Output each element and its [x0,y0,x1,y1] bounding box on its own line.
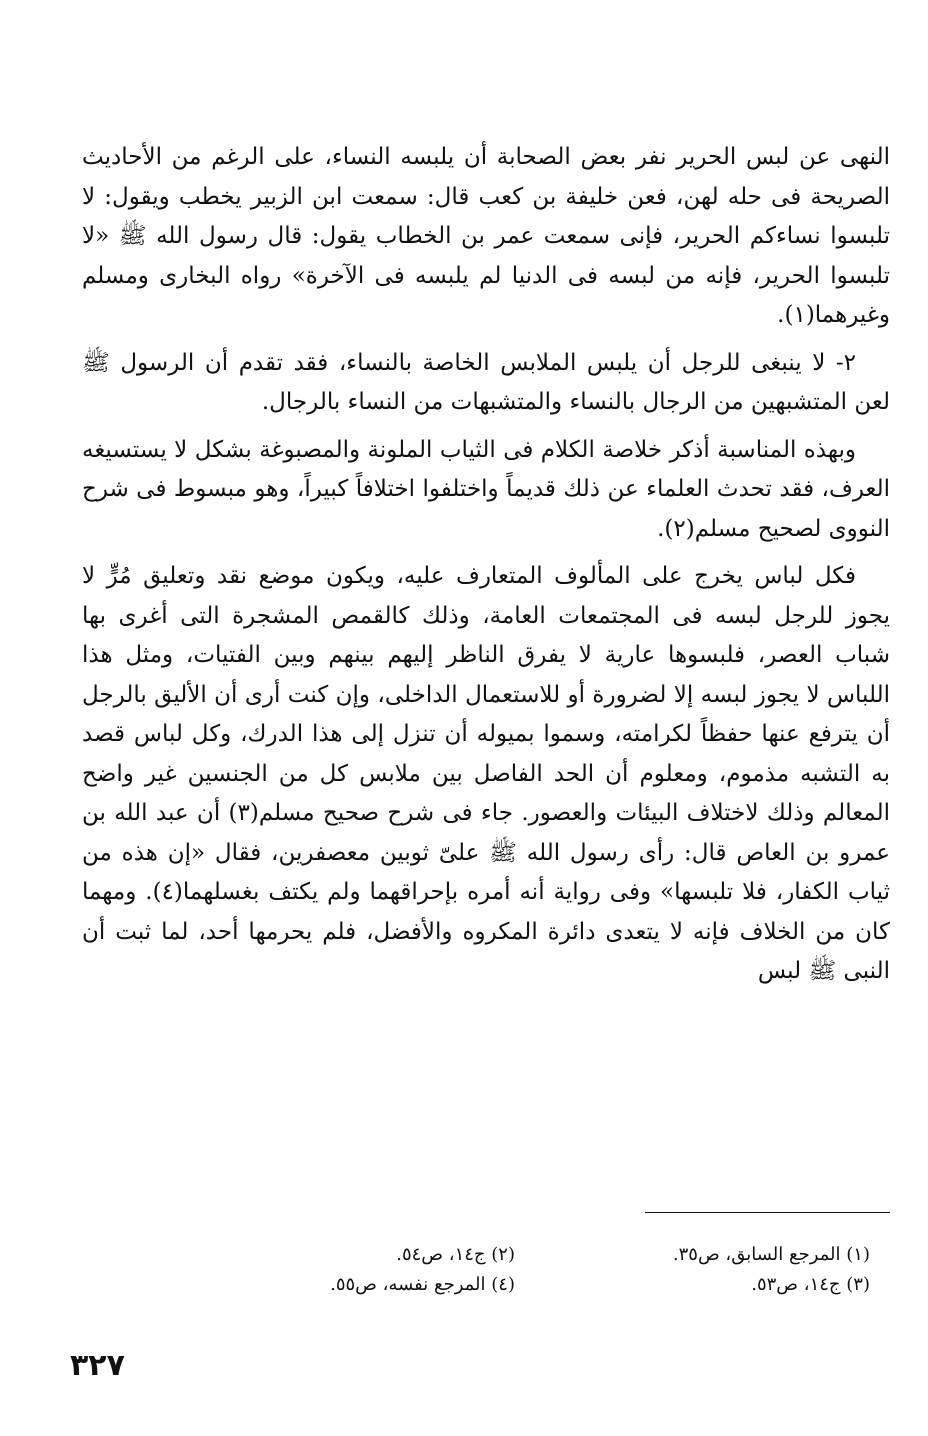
footnote-1: (١) المرجع السابق، ص٣٥. [672,1244,870,1265]
paragraph-4: فكل لباس يخرج على المألوف المتعارف عليه، ويكون موضع نقد وتعليق مُرٍّ لا يجوز للرجل لبسه فى المجتمعات العامة، وذلك كالقمص المشجرة التى أغرى بها شباب العصر، فلبسوها عارية لا يفرق الناظر إليهم بينهم وبين الفتيات، ومثل هذا اللباس لا يجوز لبسه إلا لضرورة أو للاستعمال الداخلى، وإن كنت أرى أن الأليق بالرجل أن يترفع عنها حفظاً لكرامته، وسموا بميوله أن تنزل إلى هذا الدرك، وكل لباس قصد به التشبه مذموم، ومعلوم أن الحد الفاصل بين ملابس كل من الجنسين غير واضح المعالم وذلك لاختلاف البيئات والعصور. جاء فى شرح صحيح مسلم(٣) أن عبد الله بن عمرو بن العاص قال: رأى رسول الله ﷺ علىّ ثوبين معصفرين، فقال «إن هذه من ثياب الكفار، فلا تلبسها» وفى رواية أنه أمره بإحراقهما ولم يكتف بغسلهما(٤). ومهما كان من الخلاف فإنه لا يتعدى دائرة المكروه والأفضل، فلم يحرمها أحد، لما ثبت أن النبى ﷺ لبس [82,563,890,984]
paragraph-1: النهى عن لبس الحرير نفر بعض الصحابة أن يلبسه النساء، على الرغم من الأحاديث الصريحة فى حله لهن، فعن خليفة بن كعب قال: سمعت ابن الزبير يخطب ويقول: لا تلبسوا نساءكم الحرير، فإنى سمعت عمر بن الخطاب يقول: قال رسول الله ﷺ «لا تلبسوا الحرير، فإنه من لبسه فى الدنيا لم يلبسه فى الآخرة» رواه البخارى ومسلم وغيرهما(١). [82,144,890,328]
footnotes [160,1240,870,1300]
footnote-2: (٢) ج١٤، ص٥٤. [396,1244,515,1265]
footnote-row [160,1270,870,1300]
footnote-row [160,1240,870,1270]
footnote-4: (٤) المرجع نفسه، ص٥٥. [330,1274,515,1295]
paragraph-2: ٢- لا ينبغى للرجل أن يلبس الملابس الخاصة بالنساء، فقد تقدم أن الرسول ﷺ لعن المتشبهين من الرجال بالنساء والمتشبهات من النساء بالرجال. [82,349,890,415]
paragraph-3: وبهذه المناسبة أذكر خلاصة الكلام فى الثياب الملونة والمصبوغة بشكل لا يستسيغه العرف، فقد تحدث العلماء عن ذلك قديماً واختلفوا اختلافاً كبيراً، وهو مبسوط فى شرح النووى لصحيح مسلم(٢). [82,436,890,542]
page-number: ٣٢٧ [70,1348,125,1383]
footnote-divider [645,1212,890,1213]
footnote-3: (٣) ج١٤، ص٥٣. [751,1274,870,1295]
body-text [82,138,890,992]
